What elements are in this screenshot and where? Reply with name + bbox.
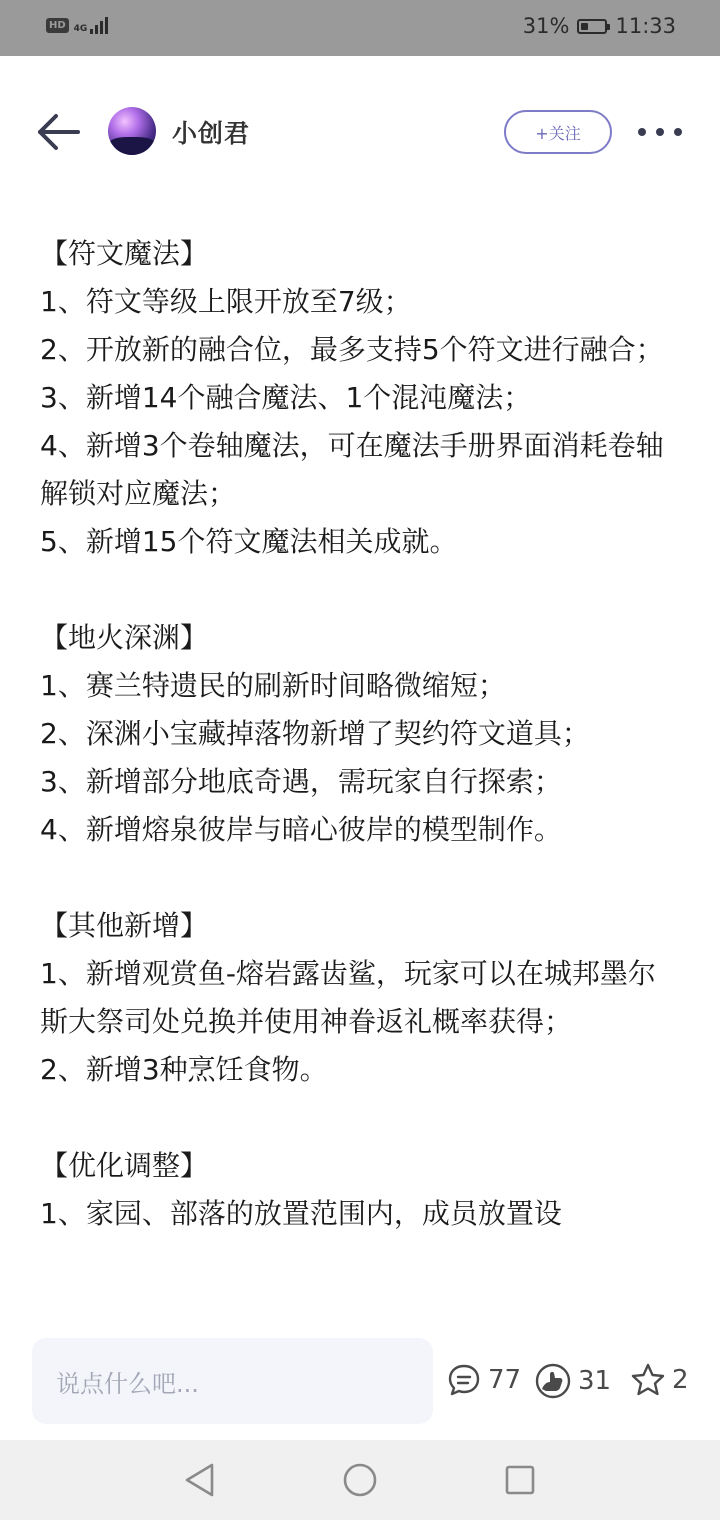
back-button[interactable] <box>34 110 82 154</box>
star-icon <box>630 1362 666 1398</box>
list-item: 2、开放新的融合位，最多支持5个符文进行融合； <box>40 333 664 366</box>
clock: 11:33 <box>615 14 676 38</box>
list-item: 2、新增3种烹饪食物。 <box>40 1053 328 1086</box>
username[interactable]: 小创君 <box>172 119 251 148</box>
status-right <box>523 14 676 38</box>
signal-icon <box>74 17 109 34</box>
list-item: 3、新增部分地底奇遇，需玩家自行探索； <box>40 765 562 798</box>
section-title: 【符文魔法】 <box>40 237 209 270</box>
list-item: 1、符文等级上限开放至7级； <box>40 285 412 318</box>
section-spacer <box>40 566 680 614</box>
like-count: 31 <box>578 1366 612 1396</box>
section-spacer <box>40 854 680 902</box>
list-item: 4、新增熔泉彼岸与暗心彼岸的模型制作。 <box>40 813 562 846</box>
bottom-action-bar <box>0 1322 720 1440</box>
list-item: 3、新增14个融合魔法、1个混沌魔法； <box>40 381 532 414</box>
list-item: 1、赛兰特遗民的刷新时间略微缩短； <box>40 669 506 702</box>
battery-icon <box>577 19 607 34</box>
arrow-left-icon <box>34 110 82 154</box>
system-nav-bar <box>0 1440 720 1520</box>
section-title: 【其他新增】 <box>40 909 209 942</box>
list-item: 4、新增3个卷轴魔法，可在魔法手册界面消耗卷轴解锁对应魔法； <box>40 429 664 510</box>
list-item: 2、深渊小宝藏掉落物新增了契约符文道具； <box>40 717 590 750</box>
more-dots-icon <box>638 128 646 136</box>
status-indicators <box>46 17 108 34</box>
status-bar <box>0 0 720 56</box>
network-type: 4G <box>73 24 88 34</box>
favorite-count: 2 <box>672 1365 689 1395</box>
favorite-button[interactable] <box>630 1362 689 1398</box>
comment-button[interactable] <box>446 1362 521 1398</box>
hd-badge: HD <box>46 18 69 33</box>
like-icon <box>534 1362 572 1400</box>
section-spacer <box>40 1094 680 1142</box>
section-title: 【地火深渊】 <box>40 621 209 654</box>
avatar[interactable] <box>108 107 156 155</box>
comment-input[interactable]: 说点什么吧... <box>32 1338 433 1424</box>
list-item: 5、新增15个符文魔法相关成就。 <box>40 525 458 558</box>
square-recents-icon <box>502 1462 538 1498</box>
nav-home-button[interactable] <box>342 1462 378 1498</box>
like-button[interactable] <box>534 1362 611 1400</box>
circle-home-icon <box>342 1462 378 1498</box>
follow-button[interactable]: +关注 <box>504 110 612 154</box>
comment-count: 77 <box>488 1365 522 1395</box>
post-content <box>40 230 680 1322</box>
comment-bubble-icon <box>446 1362 482 1398</box>
battery-percent: 31% <box>522 14 570 38</box>
nav-recents-button[interactable] <box>502 1462 538 1498</box>
post-header <box>0 56 720 206</box>
nav-back-button[interactable] <box>182 1462 218 1498</box>
list-item: 1、家园、部落的放置范围内，成员放置设 <box>40 1197 562 1230</box>
list-item: 1、新增观赏鱼-熔岩露齿鲨，玩家可以在城邦墨尔斯大祭司处兑换并使用神眷返礼概率获得； <box>40 957 656 1038</box>
section-title: 【优化调整】 <box>40 1149 209 1182</box>
battery-level <box>581 23 588 30</box>
triangle-back-icon <box>182 1462 218 1498</box>
more-options-button[interactable] <box>638 122 682 142</box>
